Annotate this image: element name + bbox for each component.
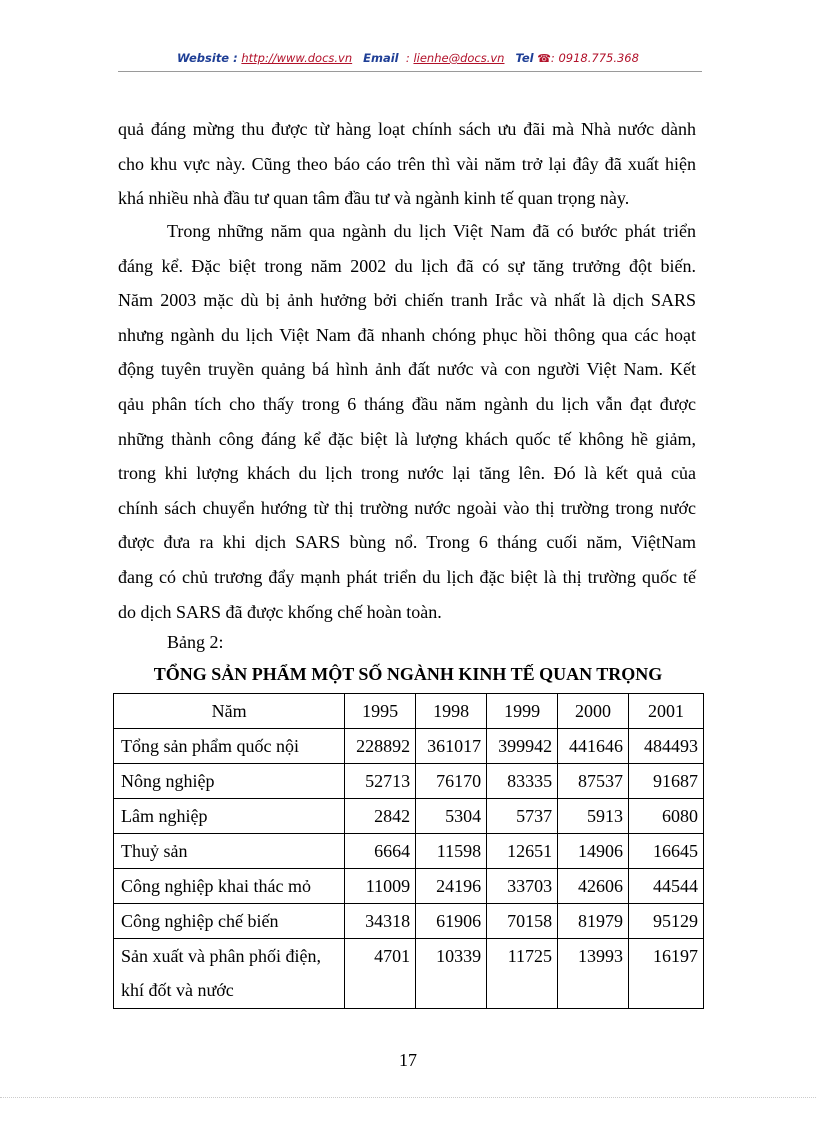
table-cell: 11598: [416, 834, 487, 869]
column-header: 1998: [416, 694, 487, 729]
paragraph-line: những thành công đáng kể đặc biệt là lượng khách quốc tế không hề giảm,: [118, 428, 696, 449]
table-cell: 76170: [416, 764, 487, 799]
table-row: [114, 799, 704, 834]
paragraph-line: cho khu vực này. Cũng theo báo cáo trên thì vài năm trở lại đây đã xuất hiện: [118, 153, 696, 174]
table-caption: Bảng 2:: [167, 632, 224, 652]
column-header: 2001: [629, 694, 704, 729]
website-label: Website :: [177, 51, 238, 65]
paragraph-2: [118, 214, 696, 629]
table-cell: 484493: [629, 729, 704, 764]
table-cell: 42606: [558, 869, 629, 904]
paragraph-line: khá nhiều nhà đầu tư quan tâm đầu tư và ngành kinh tế quan trọng này.: [118, 188, 630, 209]
paragraph-line: nhưng ngành du lịch Việt Nam đã nhanh chóng phục hồi thông qua các hoạt: [118, 324, 696, 345]
table-cell: 14906: [558, 834, 629, 869]
paragraph-line: Năm 2003 mặc dù bị ảnh hưởng bởi chiến tranh Irắc và nhất là dịch SARS: [118, 290, 696, 311]
paragraph-line: được đưa ra khi dịch SARS bùng nổ. Trong 6 tháng cuối năm, ViệtNam: [118, 532, 696, 553]
paragraph-line: do dịch SARS đã được khống chế hoàn toàn.: [118, 601, 442, 622]
table-cell: 441646: [558, 729, 629, 764]
table-row: [114, 904, 704, 939]
header-divider: [118, 71, 702, 72]
table-cell: 11725: [487, 939, 558, 1009]
table-row: [114, 729, 704, 764]
column-header: 1995: [345, 694, 416, 729]
table-cell: 361017: [416, 729, 487, 764]
email-separator: :: [405, 51, 410, 65]
row-label: Thuỷ sản: [114, 834, 345, 869]
paragraph-line: trong khi lượng khách du lịch trong nước lại tăng lên. Đó là kết quả của: [118, 463, 696, 484]
paragraph-line: đang có chủ trương đẩy mạnh phát triển du lịch đặc biệt là thị trường quốc tế: [118, 566, 696, 587]
table-cell: 87537: [558, 764, 629, 799]
table-cell: 4701: [345, 939, 416, 1009]
gdp-table: [113, 693, 704, 1009]
page-number: 17: [399, 1050, 417, 1070]
table-cell: 61906: [416, 904, 487, 939]
table-cell: 12651: [487, 834, 558, 869]
table-cell: 10339: [416, 939, 487, 1009]
table-cell: 6080: [629, 799, 704, 834]
table-header-row: [114, 694, 704, 729]
table-cell: 95129: [629, 904, 704, 939]
table-row: [114, 834, 704, 869]
table-cell: 5737: [487, 799, 558, 834]
paragraph-line: Trong những năm qua ngành du lịch Việt Nam đã có bước phát triển: [167, 221, 696, 241]
table-row: [114, 869, 704, 904]
row-label: Công nghiệp chế biến: [114, 904, 345, 939]
footer-divider: [0, 1097, 816, 1098]
paragraph-line: quả đáng mừng thu được từ hàng loạt chính sách ưu đãi mà Nhà nước dành: [118, 119, 696, 139]
tel-label: Tel: [515, 51, 534, 65]
row-label: Công nghiệp khai thác mỏ: [114, 869, 345, 904]
row-label-line: Sản xuất và phân phối điện,: [121, 946, 321, 966]
table-cell: 83335: [487, 764, 558, 799]
paragraph-line: động tuyên truyền quảng bá hình ảnh đất nước và con người Việt Nam. Kết: [118, 359, 696, 380]
table-cell: 70158: [487, 904, 558, 939]
table-cell: 91687: [629, 764, 704, 799]
row-label: Lâm nghiệp: [114, 799, 345, 834]
table-cell: 24196: [416, 869, 487, 904]
table-cell: 52713: [345, 764, 416, 799]
table-cell: 5304: [416, 799, 487, 834]
paragraph-1: [118, 112, 696, 216]
table-row: [114, 764, 704, 799]
website-link[interactable]: http://www.docs.vn: [241, 51, 353, 65]
email-link[interactable]: lienhe@docs.vn: [413, 51, 505, 65]
email-label: Email: [363, 51, 399, 65]
column-header: Năm: [114, 694, 345, 729]
table-cell: 16197: [629, 939, 704, 1009]
table-cell: 13993: [558, 939, 629, 1009]
paragraph-line: đáng kể. Đặc biệt trong năm 2002 du lịch đã có sự tăng trưởng đột biến.: [118, 255, 696, 276]
table-cell: 6664: [345, 834, 416, 869]
column-header: 1999: [487, 694, 558, 729]
table-cell: 228892: [345, 729, 416, 764]
row-label: Nông nghiệp: [114, 764, 345, 799]
table-row: [114, 939, 704, 1009]
tel-value: : 0918.775.368: [550, 51, 639, 65]
phone-icon: ☎: [537, 52, 551, 65]
page-header: [0, 51, 816, 65]
row-label: [114, 939, 345, 1009]
table-cell: 34318: [345, 904, 416, 939]
row-label: Tổng sản phẩm quốc nội: [114, 729, 345, 764]
table-title: TỔNG SẢN PHẨM MỘT SỐ NGÀNH KINH TẾ QUAN TRỌNG: [153, 664, 663, 684]
table-cell: 399942: [487, 729, 558, 764]
row-label-line: khí đốt và nước: [121, 980, 234, 1000]
table-cell: 11009: [345, 869, 416, 904]
table-cell: 5913: [558, 799, 629, 834]
table-cell: 81979: [558, 904, 629, 939]
column-header: 2000: [558, 694, 629, 729]
paragraph-line: qảu phân tích cho thấy trong 6 tháng đầu năm ngành du lịch vẫn đạt được: [118, 393, 696, 414]
paragraph-line: chính sách chuyển hướng từ thị trường nước ngoài vào thị trường trong nước: [118, 497, 696, 518]
table-cell: 2842: [345, 799, 416, 834]
table-cell: 33703: [487, 869, 558, 904]
table-cell: 16645: [629, 834, 704, 869]
table-cell: 44544: [629, 869, 704, 904]
